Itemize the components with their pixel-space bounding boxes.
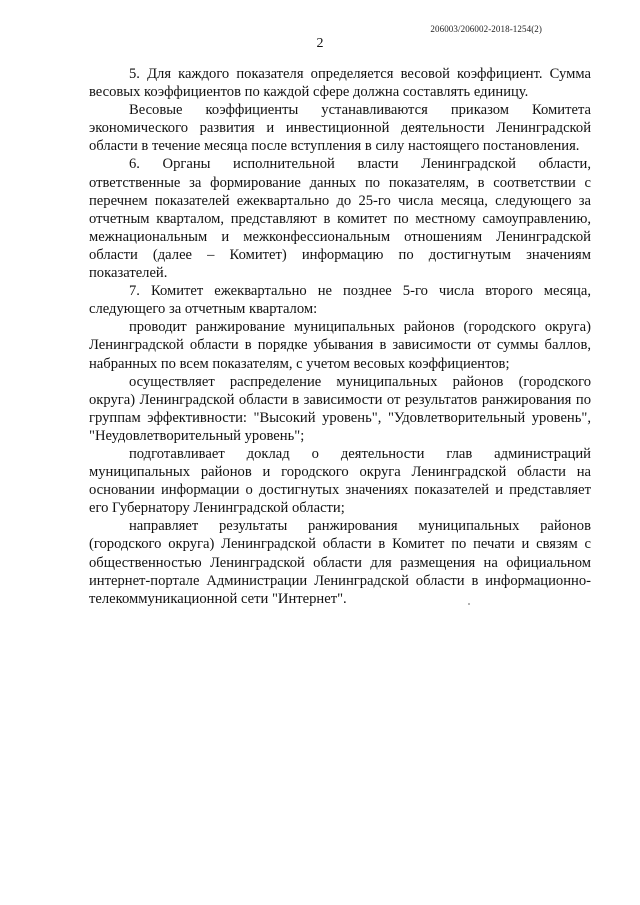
paragraph-item-7: 7. Комитет ежеквартально не позднее 5-го числа второго месяца, следующего за отчетным кварталом: [89,283,591,318]
paragraph-ranking: проводит ранжирование муниципальных районов (городского округа) Ленинградской области в порядке убывания в зависимости от суммы баллов, набранных по всем показателям, с учетом весовых коэффициентов; [89,319,591,372]
paragraph-weight-coefficients: Весовые коэффициенты устанавливаются приказом Комитета экономического развития и инвестиционной деятельности Ленинградской области в течение месяца после вступления в силу настоящего постановления. [89,102,591,155]
scan-speck [468,603,470,605]
document-id: 206003/206002-2018-1254(2) [430,24,542,34]
paragraph-distribution: осуществляет распределение муниципальных районов (городского округа) Ленинградской области в зависимости от результатов ранжирования по группам эффективности: "Высокий уровень", "Удовлетворительный уровень", "Неудовлетворительный уровень"; [89,373,591,444]
paragraph-item-5: 5. Для каждого показателя определяется весовой коэффициент. Сумма весовых коэффициентов по каждой сфере должна составлять единицу. [89,66,591,101]
paragraph-publication: направляет результаты ранжирования муниципальных районов (городского округа) Ленинградской области в Комитет по печати и связям с общественностью Ленинградской области для размещения на официальном интернет-портале Администрации Ленинградской области в информационно-телекоммуникационной сети "Интернет". [89,518,591,607]
paragraph-report: подготавливает доклад о деятельности глав администраций муниципальных районов и городского округа Ленинградской области на основании информации о достигнутых значениях показателей и представляет его Губернатору Ленинградской области; [89,445,591,517]
document-body [89,65,591,608]
page-number: 2 [316,36,324,51]
paragraph-item-6: 6. Органы исполнительной власти Ленинградской области, ответственные за формирование данных по показателям, в соответствии с перечнем показателей ежеквартально до 25-го числа месяца, следующего за отчетным кварталом, представляют в комитет по местному самоуправлению, межнациональным и межконфессиональным отношениям Ленинградской области (далее – Комитет) информацию по достигнутым значениям показателей. [89,156,591,282]
